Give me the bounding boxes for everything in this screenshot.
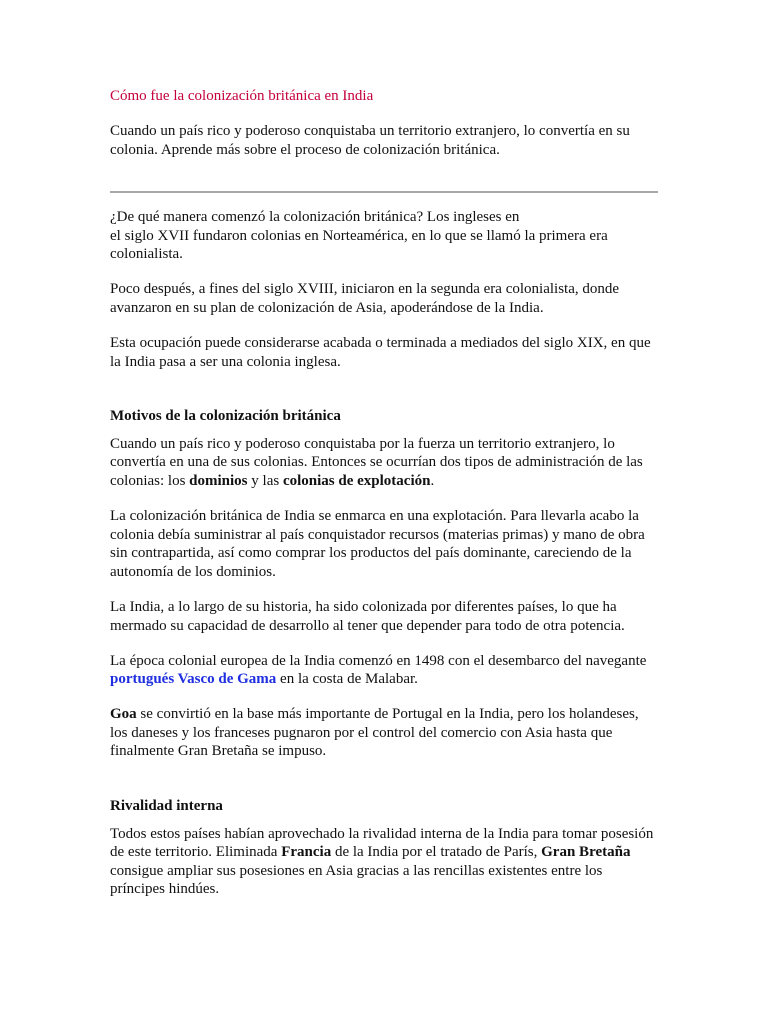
article-title: Cómo fue la colonización británica en India	[110, 88, 374, 104]
paragraph-origin-line1: ¿De qué manera comenzó la colonización británica? Los ingleses en	[110, 209, 520, 225]
divider	[110, 191, 658, 193]
paragraph-rivalry	[110, 825, 658, 899]
paragraph-vasco-de-gama	[110, 652, 658, 689]
paragraph-end-occupation: Esta ocupación puede considerarse acabada o terminada a mediados del siglo XIX, en que la India pasa a ser una colonia inglesa.	[110, 334, 651, 370]
term-goa: Goa	[110, 706, 137, 723]
paragraph-second-era: Poco después, a fines del siglo XVIII, iniciaron en la segunda era colonialista, donde avanzaron en su plan de colonización de Asia, apoderándose de la India.	[110, 281, 620, 316]
term-dominios: dominios	[189, 472, 248, 489]
term-francia: Francia	[281, 844, 332, 861]
administration-text-before: Cuando un país rico y poderoso conquistaba por la fuerza un territorio extranjero, lo convertía en una de sus colonias. Entonces se ocurrían dos tipos de administración de las colonias: los	[110, 435, 643, 489]
link-vasco-de-gama[interactable]: portugués Vasco de Gama	[110, 671, 277, 688]
rivalry-text-before: Todos estos países habían aprovechado la rivalidad interna de la India para tomar posesión de este territorio. Eliminada	[110, 825, 654, 861]
heading-rivalidad: Rivalidad interna	[110, 798, 223, 815]
goa-text-rest: se convirtió en la base más importante de Portugal en la India, pero los holandeses, los daneses y los franceses pugnaron por el control del comercio con Asia hasta que finalmente Gran Bretaña se impuso.	[110, 706, 639, 760]
paragraph-origin	[110, 208, 658, 264]
heading-motivos: Motivos de la colonización británica	[110, 408, 341, 425]
rivalry-text-mid: de la India por el tratado de París,	[331, 844, 542, 861]
paragraph-administration	[110, 435, 658, 491]
administration-text-mid: y las	[247, 472, 283, 489]
paragraph-origin-rest: el siglo XVII fundaron colonias en Norteamérica, en lo que se llamó la primera era colonialista.	[110, 227, 608, 263]
paragraph-goa	[110, 705, 658, 761]
article-body	[110, 208, 658, 916]
paragraph-exploitation: La colonización británica de India se enmarca en una explotación. Para llevarla acabo la colonia debía suministrar al país conquistador recursos (materias primas) y mano de obra sin contrapartida, así como comprar los productos del país dominante, careciendo de la autonomía de los dominios.	[110, 508, 645, 580]
term-colonias-explotacion: colonias de explotación	[282, 472, 431, 489]
vasco-text-after: en la costa de Malabar.	[276, 671, 418, 688]
term-gran-bretana: Gran Bretaña	[541, 844, 631, 861]
administration-text-end: .	[430, 472, 435, 489]
rivalry-text-end: consigue ampliar sus posesiones en Asia gracias a las rencillas existentes entre los príncipes hindúes.	[110, 862, 603, 898]
paragraph-history: La India, a lo largo de su historia, ha sido colonizada por diferentes países, lo que ha mermado su capacidad de desarrollo al tener que depender para todo de otra potencia.	[110, 598, 625, 634]
vasco-text-before: La época colonial europea de la India comenzó en 1498 con el desembarco del navegante	[110, 652, 647, 669]
article-intro: Cuando un país rico y poderoso conquistaba un territorio extranjero, lo convertía en su colonia. Aprende más sobre el proceso de colonización británica.	[110, 123, 630, 158]
